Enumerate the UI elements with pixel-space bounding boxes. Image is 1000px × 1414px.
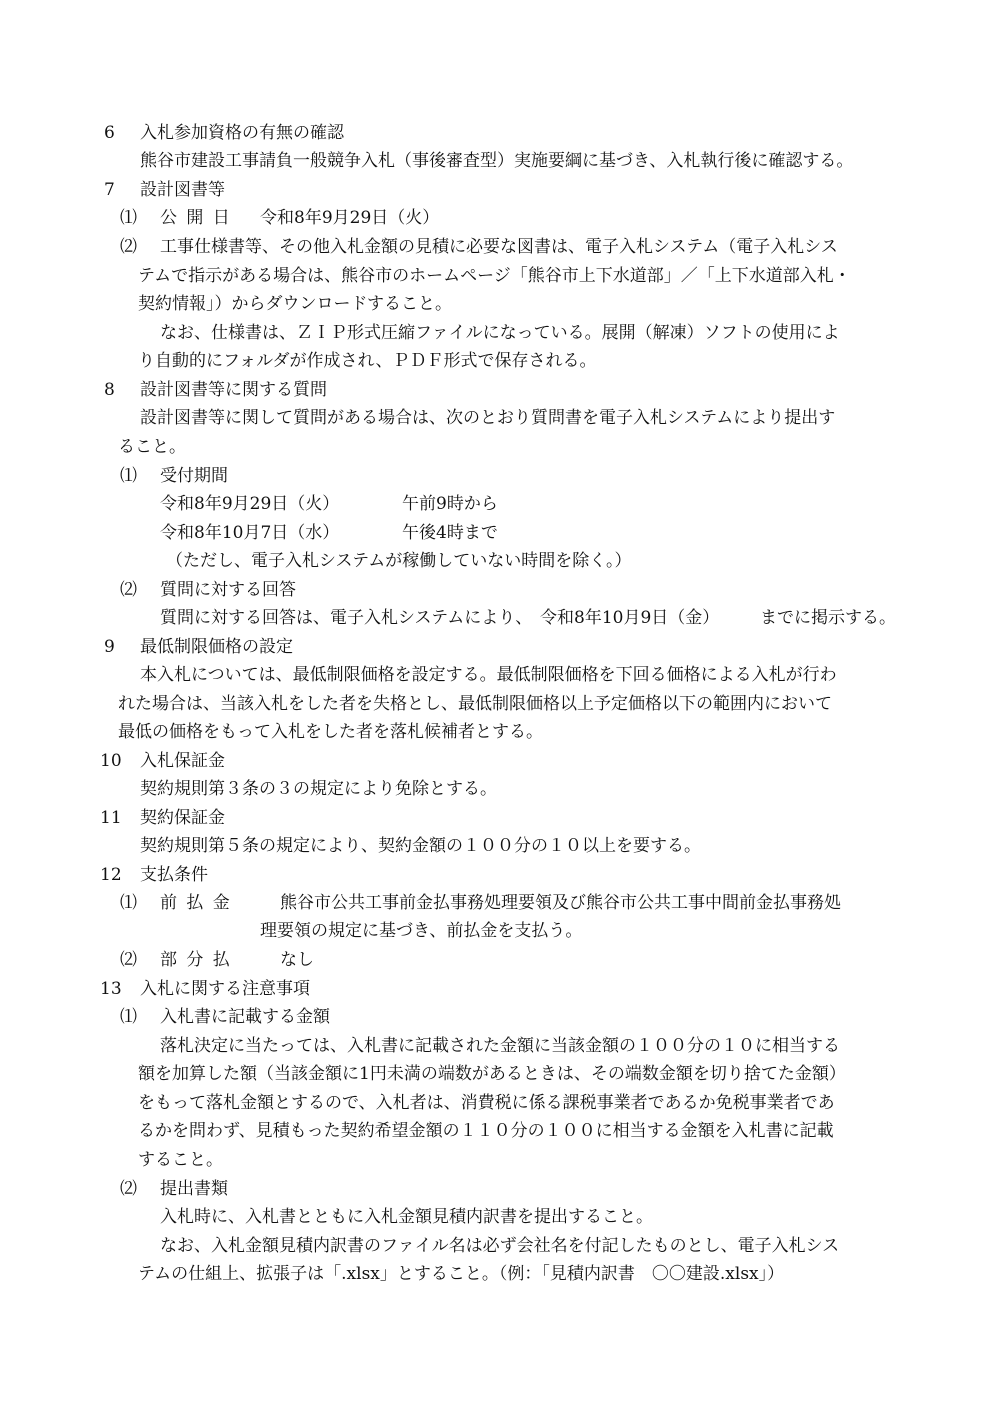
section-12-item2-label: 部 分 払	[160, 950, 232, 970]
section-13-item1-line5: すること。	[138, 1150, 223, 1170]
section-9-number: 9	[104, 637, 115, 657]
section-8-end-time: 午後4時まで	[402, 523, 498, 543]
section-12-item1-marker: ⑴	[120, 893, 137, 913]
section-6-body: 熊谷市建設工事請負一般競争入札（事後審査型）実施要綱に基づき、入札執行後に確認する。	[140, 151, 854, 171]
section-10-number: 10	[100, 751, 122, 771]
section-7-item2-line5: り自動的にフォルダが作成され、ＰＤＦ形式で保存される。	[138, 351, 597, 371]
section-8-item1-label: 受付期間	[160, 466, 228, 486]
section-8-item2-date: 令和8年10月9日（金）	[540, 608, 720, 628]
section-13-item1-marker: ⑴	[120, 1007, 137, 1027]
section-13-title: 入札に関する注意事項	[140, 979, 310, 999]
section-7-item1-marker: ⑴	[120, 208, 137, 228]
section-7-item1-label: 公 開 日	[160, 208, 232, 228]
section-11-title: 契約保証金	[140, 808, 225, 828]
section-7-number: 7	[104, 180, 115, 200]
section-9-line1: 本入札については、最低制限価格を設定する。最低制限価格を下回る価格による入札が行わ	[140, 665, 837, 685]
section-9-line3: 最低の価格をもって入札をした者を落札候補者とする。	[118, 722, 543, 742]
section-8-line2: ること。	[118, 437, 186, 457]
section-8-number: 8	[104, 380, 115, 400]
section-8-title: 設計図書等に関する質問	[140, 380, 327, 400]
section-8-item2-text-b: までに掲示する。	[760, 608, 896, 628]
section-7-title: 設計図書等	[140, 180, 225, 200]
section-8-item1-note: （ただし、電子入札システムが稼働していない時間を除く。）	[166, 551, 632, 571]
section-12-title: 支払条件	[140, 865, 208, 885]
section-13-item1-line4: るかを問わず、見積もった契約希望金額の１１０分の１００に相当する金額を入札書に記載	[138, 1121, 834, 1141]
section-11-number: 11	[100, 808, 122, 828]
section-7-item2-line3: 契約情報」）からダウンロードすること。	[138, 294, 452, 314]
section-6-number: 6	[104, 123, 115, 143]
section-8-start-date: 令和8年9月29日（火）	[160, 494, 340, 514]
section-13-item2-label: 提出書類	[160, 1179, 228, 1199]
section-13-item2-line2: なお、入札金額見積内訳書のファイル名は必ず会社名を付記したものとし、電子入札シス	[160, 1236, 840, 1256]
section-9-title: 最低制限価格の設定	[140, 637, 293, 657]
section-13-item1-label: 入札書に記載する金額	[160, 1007, 330, 1027]
section-13-item1-line3: をもって落札金額とするので、入札者は、消費税に係る課税事業者であるか免税事業者であ	[138, 1093, 835, 1113]
section-12-item2-marker: ⑵	[120, 950, 137, 970]
section-8-end-date: 令和8年10月7日（水）	[160, 523, 340, 543]
section-12-item1-line1: 熊谷市公共工事前金払事務処理要領及び熊谷市公共工事中間前金払事務処	[280, 893, 841, 913]
section-12-item1-label: 前 払 金	[160, 893, 232, 913]
section-11-body: 契約規則第５条の規定により、契約金額の１００分の１０以上を要する。	[140, 836, 701, 856]
section-10-body: 契約規則第３条の３の規定により免除とする。	[140, 779, 497, 799]
section-8-item2-label: 質問に対する回答	[160, 580, 296, 600]
section-7-item2-line4: なお、仕様書は、ＺＩＰ形式圧縮ファイルになっている。展開（解凍）ソフトの使用によ	[160, 323, 840, 343]
section-12-item2-value: なし	[280, 950, 314, 970]
section-13-item2-line1: 入札時に、入札書とともに入札金額見積内訳書を提出すること。	[160, 1207, 653, 1227]
section-6-title: 入札参加資格の有無の確認	[140, 123, 344, 143]
section-8-item2-marker: ⑵	[120, 580, 137, 600]
section-7-item2-line2: テムで指示がある場合は、熊谷市のホームページ「熊谷市上下水道部」／「上下水道部入札・	[138, 266, 851, 286]
section-8-item1-marker: ⑴	[120, 466, 137, 486]
section-8-item2-text-a: 質問に対する回答は、電子入札システムにより、	[160, 608, 533, 628]
section-7-item1-value: 令和8年9月29日（火）	[260, 208, 440, 228]
section-12-item1-line2: 理要領の規定に基づき、前払金を支払う。	[260, 921, 583, 941]
section-9-line2: れた場合は、当該入札をした者を失格とし、最低制限価格以上予定価格以下の範囲内において	[118, 694, 832, 714]
section-7-item2-marker: ⑵	[120, 237, 137, 257]
section-8-line1: 設計図書等に関して質問がある場合は、次のとおり質問書を電子入札システムにより提出す	[140, 408, 836, 428]
section-13-item1-line2: 額を加算した額（当該金額に1円未満の端数があるときは、その端数金額を切り捨てた金額）	[138, 1064, 846, 1084]
section-10-title: 入札保証金	[140, 751, 225, 771]
section-13-item1-line1: 落札決定に当たっては、入札書に記載された金額に当該金額の１００分の１０に相当する	[160, 1036, 840, 1056]
section-7-item2-line1: 工事仕様書等、その他入札金額の見積に必要な図書は、電子入札システム（電子入札シス	[160, 237, 838, 257]
section-13-item2-line3: テムの仕組上、拡張子は「.xlsx」とすること。（例：「見積内訳書 〇〇建設.xlsx」）	[138, 1264, 785, 1284]
section-8-start-time: 午前9時から	[402, 494, 498, 514]
section-12-number: 12	[100, 865, 122, 885]
section-13-item2-marker: ⑵	[120, 1179, 137, 1199]
section-13-number: 13	[100, 979, 122, 999]
